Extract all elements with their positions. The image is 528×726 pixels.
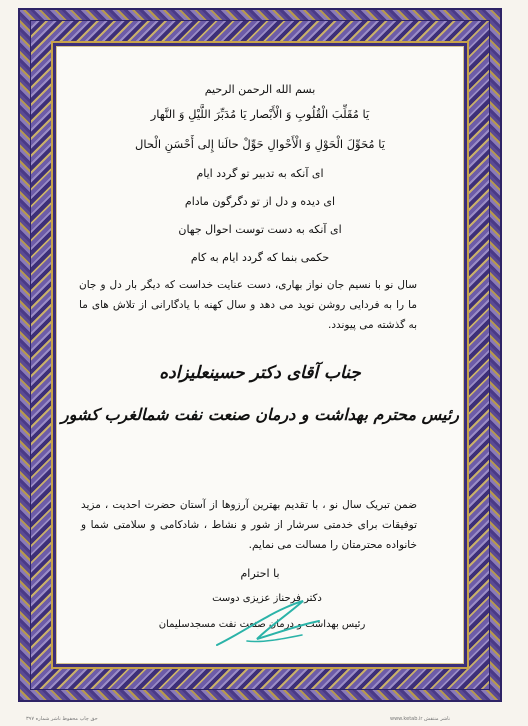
poem-line-1: ای آنکه به تدبیر تو گردد ایام [196,167,324,180]
recipient-title: رئیس محترم بهداشت و درمان صنعت نفت شمالغرب کشور [61,405,459,424]
verse-line-1: یَا مُقَلِّبَ الْقُلُوبِ وَ الْأَبْصار یَا مُدَبِّرَ اللَّیْلِ وَ النَّهار [150,107,370,121]
sender-title: رئیس بهداشت و درمان صنعت نفت مسجدسلیمان [158,619,366,630]
ornamental-frame [18,8,502,702]
letter-body [56,46,464,664]
handwritten-signature [207,595,327,655]
greeting-paragraph: سال نو با نسیم جان نواز بهاری، دست عنایت خداست که دیگر بار دل و جان ما را به فردایی روشن نوید می دهد و سال کهنه با یادگارانی از تلاش های ما به گذشته می پیوندد. [79,279,417,331]
basmala: بسم الله الرحمن الرحیم [204,83,316,96]
poem-line-4: حکمی بنما که گردد ایام به کام [190,251,330,264]
poem-line-3: ای آنکه به دست توست احوال جهان [178,223,342,236]
footer-website: www.ketab.ir ناشر منتقش [390,716,451,722]
recipient-salutation: جناب آقای دکتر حسینعلیزاده [159,363,361,383]
poem-line-2: ای دیده و دل از تو دگرگون مادام [184,195,336,208]
footer-publisher-note: حق چاپ محفوظ ناشر شماره ۳۹۷ [26,716,98,722]
verse-line-2: یَا مُحَوِّلَ الْحَوْلِ وَ الْأَحْوالِ حَوِّلْ حالَنا إِلی أَحْسَنِ الْحال [135,137,385,151]
frame-inner-border [51,41,469,669]
closing-text: با احترام [240,567,280,580]
frame-pattern [30,20,490,690]
sender-name: دکتر فرحناز عزیزی دوست [212,593,322,604]
wishes-paragraph: ضمن تبریک سال نو ، با تقدیم بهترین آرزوها از آستان حضرت احدیت ، مزید توفیقات برای خدمتی سرشار از شور و نشاط ، شادکامی و سلامتی شما و خانواده محترمتان را مسالت می نمایم. [81,499,417,551]
